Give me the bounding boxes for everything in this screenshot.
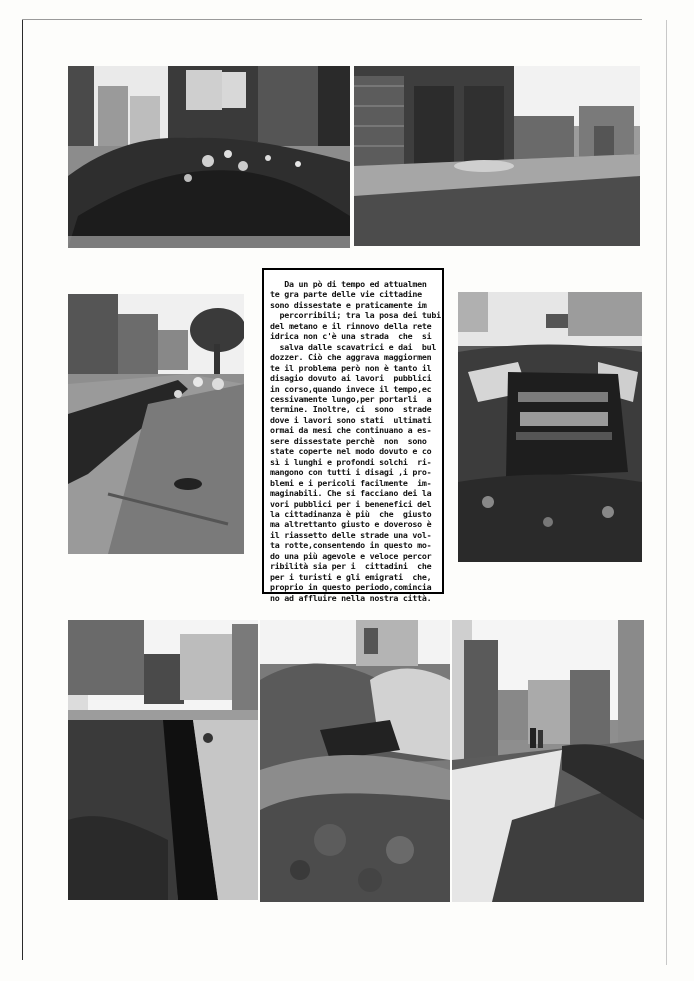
article-text-box — [262, 268, 444, 603]
article-line: state coperte nel modo dovuto e co — [270, 446, 432, 457]
photo-open-pipe-trench — [458, 292, 642, 562]
article-line: mangono con tutti i disagi ,i pro- — [270, 467, 432, 478]
article-line: ta rotte,consentendo in questo mo- — [270, 540, 432, 551]
page-edge-left — [22, 20, 23, 960]
article-line: Da un pò di tempo ed attualmen — [270, 279, 427, 289]
article-line: no ad affluire nella nostra città. — [270, 592, 432, 603]
article-line: il riassetto delle strade una vol- — [270, 529, 432, 540]
article-line: te il problema però non è tanto il — [270, 362, 432, 373]
photo-trench-along-road — [68, 294, 244, 554]
article-line: dove i lavori sono stati ultimati — [270, 414, 432, 425]
photo-narrow-trench-buildings — [68, 620, 258, 900]
article-line: cessivamente lungo,per portarli a — [270, 393, 432, 404]
page-edge-right — [666, 20, 667, 965]
photo-shuttered-street — [354, 66, 640, 246]
article-line: la cittadinanza è più che giusto — [270, 508, 432, 519]
article-line: blemi e i pericoli facilmente im- — [270, 477, 432, 488]
photo-sunlit-street-works — [452, 620, 644, 902]
article-line: in corso,quando invece il tempo,ec — [270, 383, 432, 394]
article-line: maginabili. Che si facciano dei la — [270, 488, 432, 499]
page-edge-top — [22, 19, 642, 20]
article-line: per i turisti e gli emigrati che, — [270, 571, 432, 582]
article-line: termine. Inoltre, ci sono strade — [270, 404, 432, 415]
article-line: ma altrettanto giusto e doveroso è — [270, 519, 432, 530]
article-line: dozzer. Ciò che aggrava maggiormen — [270, 352, 432, 363]
article-line: do una più agevole e veloce percor — [270, 550, 432, 561]
photo-rubble-pile-street — [68, 66, 350, 248]
article-line: percorribili; tra la posa dei tubi — [270, 310, 441, 321]
article-line: ormai da mesi che continuano a es- — [270, 425, 432, 436]
article-line: ribilità sia per i cittadini che — [270, 561, 432, 572]
article-line: sì i lunghi e profondi solchi ri- — [270, 456, 432, 467]
article-line: vori pubblici per i benenefici del — [270, 498, 432, 509]
article-line: te gra parte delle vie cittadine — [270, 289, 422, 300]
article-line: salva dalle scavatrici e dai bul — [270, 341, 437, 352]
article-line: sono dissestate e praticamente im — [270, 299, 427, 310]
article-line: del metano e il rinnovo della rete — [270, 320, 432, 331]
article-line: proprio in questo periodo,comincia — [270, 582, 432, 593]
article-line: sere dissestate perchè non sono — [270, 435, 427, 446]
article-line: idrica non c'è una strada che si — [270, 331, 432, 342]
article-line: disagio dovuto ai lavori pubblici — [270, 373, 432, 384]
photo-excavated-earth — [260, 620, 450, 902]
